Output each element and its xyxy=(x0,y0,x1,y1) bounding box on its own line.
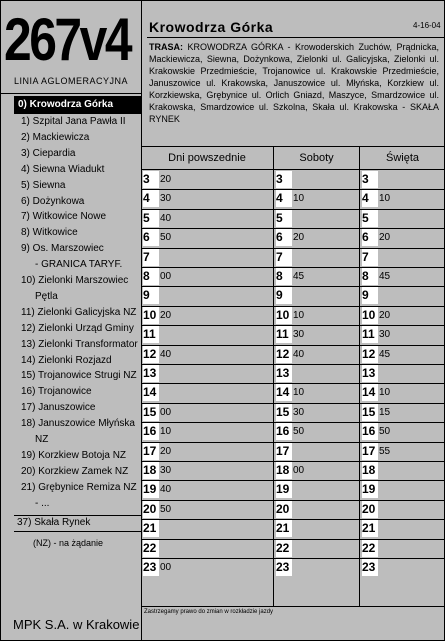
hour-cell: 8 xyxy=(362,268,378,285)
hour-cell: 4 xyxy=(362,190,378,207)
row-divider xyxy=(141,442,445,443)
minute-cell: 40 xyxy=(160,212,172,224)
stop-item: 21) Grębynice Remiza NZ xyxy=(21,481,137,493)
hour-cell: 9 xyxy=(276,287,292,304)
route-text: KROWODRZA GÓRKA - Krowoderskich Zuchów, Prądnicka, Mackiewicza, Siewna, Dożynkowa, Zielonki ul. Galicyjska, Zielonki ul. Krakowskie Przedmieście, Trojanowice ul. Krakowskie Przedmieście, Januszowice ul. Krakowska, Januszowice ul. Młyńska, Korzkiew ul. Korzkiewska, Grębynice ul. Orlich Gniazd, Maszyce, Smardzowice ul. Krakowska, Smardzowice ul. Szkolna, Skała ul. Krakowska - SKAŁA RYNEK xyxy=(149,42,439,124)
stop-item: - ... xyxy=(35,497,50,509)
stop-item: 9) Os. Marszowiec xyxy=(21,243,104,255)
minute-cell: 50 xyxy=(160,503,172,515)
row-divider xyxy=(141,248,445,249)
hour-cell: 3 xyxy=(276,171,292,188)
stop-item: 5) Siewna xyxy=(21,179,66,191)
minute-cell: 00 xyxy=(160,271,172,282)
minute-cell: 10 xyxy=(379,387,391,399)
divider xyxy=(14,531,141,532)
stop-item: 13) Zielonki Transformator xyxy=(21,338,138,350)
hour-cell: 7 xyxy=(143,249,159,266)
minute-cell: 20 xyxy=(160,445,172,457)
header-holiday: Święta xyxy=(385,152,420,164)
hour-cell: 23 xyxy=(143,559,159,576)
minute-cell: 20 xyxy=(379,309,391,321)
hour-cell: 3 xyxy=(362,171,378,188)
hour-cell: 13 xyxy=(276,365,292,382)
stop-item: 12) Zielonki Urząd Gminy xyxy=(21,322,134,334)
operator-name: MPK S.A. w Krakowie xyxy=(13,617,140,632)
row-divider xyxy=(141,403,445,404)
minute-cell: 30 xyxy=(160,193,172,205)
row-divider xyxy=(141,539,445,540)
stop-item: 17) Januszowice xyxy=(21,402,96,414)
column-divider xyxy=(359,146,360,606)
hour-cell: 14 xyxy=(276,384,292,401)
hour-cell: 14 xyxy=(362,384,378,401)
hour-cell: 19 xyxy=(362,481,378,498)
hour-cell: 7 xyxy=(362,249,378,266)
hour-cell: 12 xyxy=(276,346,292,363)
row-divider xyxy=(141,383,445,384)
route-description xyxy=(149,41,439,125)
minute-cell: 50 xyxy=(160,232,172,244)
hour-cell: 9 xyxy=(143,287,159,304)
divider xyxy=(141,169,445,170)
hour-cell: 15 xyxy=(143,404,159,421)
hour-cell: 22 xyxy=(276,540,292,557)
hour-cell: 6 xyxy=(362,229,378,246)
hour-cell: 11 xyxy=(143,326,159,343)
header-weekday: Dni powszednie xyxy=(168,152,246,164)
minute-cell: 50 xyxy=(293,426,305,438)
row-divider xyxy=(141,325,445,326)
hour-cell: 20 xyxy=(362,501,378,518)
stop-item: 11) Zielonki Galicyjska NZ xyxy=(21,306,137,318)
route-label: TRASA: xyxy=(149,42,183,52)
hour-cell: 18 xyxy=(362,462,378,479)
line-type-label: LINIA AGLOMERACYJNA xyxy=(13,76,129,86)
minute-cell: 10 xyxy=(293,309,305,321)
minute-cell: 40 xyxy=(293,348,305,360)
stop-item: 16) Trojanowice xyxy=(21,386,92,398)
row-divider xyxy=(141,422,445,423)
hour-cell: 20 xyxy=(276,501,292,518)
minute-cell: 10 xyxy=(379,193,391,205)
current-stop: 0) Krowodrza Górka xyxy=(14,96,141,114)
minute-cell: 15 xyxy=(379,406,391,418)
row-divider xyxy=(141,480,445,481)
divider xyxy=(141,606,445,607)
hour-cell: 13 xyxy=(362,365,378,382)
minute-cell: 00 xyxy=(160,562,172,573)
hour-cell: 13 xyxy=(143,365,159,382)
hour-cell: 11 xyxy=(276,326,292,343)
stop-item: 14) Zielonki Rozjazd xyxy=(21,354,112,366)
minute-cell: 30 xyxy=(160,465,172,476)
hour-cell: 16 xyxy=(143,423,159,440)
line-number: 267v4 xyxy=(4,6,131,73)
hour-cell: 10 xyxy=(362,307,378,324)
hour-cell: 10 xyxy=(276,307,292,324)
hour-cell: 18 xyxy=(276,462,292,479)
stops-panel xyxy=(1,1,142,640)
footer-note: Zastrzegamy prawo do zmian w rozkładzie jazdy xyxy=(144,609,274,615)
minute-cell: 50 xyxy=(379,426,391,438)
stop-item: 4) Siewna Wiadukt xyxy=(21,163,105,175)
hour-cell: 6 xyxy=(143,229,159,246)
hour-cell: 23 xyxy=(362,559,378,576)
minute-cell: 20 xyxy=(160,174,172,185)
hour-cell: 22 xyxy=(143,540,159,557)
divider xyxy=(1,93,141,94)
hour-cell: 3 xyxy=(143,171,159,188)
hour-cell: 17 xyxy=(362,443,378,460)
row-divider xyxy=(141,558,445,559)
hour-cell: 14 xyxy=(143,384,159,401)
hour-cell: 17 xyxy=(276,443,292,460)
row-divider xyxy=(141,345,445,346)
hour-cell: 19 xyxy=(276,481,292,498)
hour-cell: 21 xyxy=(362,520,378,537)
row-divider xyxy=(141,461,445,462)
stop-item: 6) Dożynkowa xyxy=(21,195,85,207)
hour-cell: 8 xyxy=(143,268,159,285)
minute-cell: 30 xyxy=(379,329,391,341)
hour-cell: 12 xyxy=(143,346,159,363)
minute-cell: 10 xyxy=(160,426,172,438)
minute-cell: 00 xyxy=(293,465,305,476)
hour-cell: 23 xyxy=(276,559,292,576)
hour-cell: 15 xyxy=(362,404,378,421)
hour-cell: 20 xyxy=(143,501,159,518)
minute-cell: 30 xyxy=(293,406,305,418)
minute-cell: 55 xyxy=(379,445,391,457)
stop-item: 7) Witkowice Nowe xyxy=(21,211,107,223)
row-divider xyxy=(141,306,445,307)
hour-cell: 5 xyxy=(362,210,378,227)
divider xyxy=(147,37,444,38)
minute-cell: 10 xyxy=(293,193,305,205)
column-divider xyxy=(273,146,274,606)
row-divider xyxy=(141,228,445,229)
row-divider xyxy=(141,286,445,287)
stop-item: 10) Zielonki Marszowiec xyxy=(21,275,129,286)
stop-item: - GRANICA TARYF. xyxy=(35,259,123,271)
minute-cell: 40 xyxy=(160,348,172,360)
hour-cell: 4 xyxy=(143,190,159,207)
minute-cell: 45 xyxy=(379,348,391,360)
hour-cell: 19 xyxy=(143,481,159,498)
minute-cell: 00 xyxy=(160,406,172,418)
stop-item: Pętla xyxy=(35,290,58,302)
hour-cell: 4 xyxy=(276,190,292,207)
on-demand-note: (NZ) - na żądanie xyxy=(33,538,104,548)
hour-cell: 10 xyxy=(143,307,159,324)
stop-item: 20) Korzkiew Zamek NZ xyxy=(21,465,129,477)
row-divider xyxy=(141,500,445,501)
minute-cell: 30 xyxy=(293,329,305,341)
hour-cell: 17 xyxy=(143,443,159,460)
stop-item: 2) Mackiewicza xyxy=(21,131,90,143)
hour-cell: 21 xyxy=(276,520,292,537)
hour-cell: 5 xyxy=(276,210,292,227)
hour-cell: 8 xyxy=(276,268,292,285)
hour-cell: 6 xyxy=(276,229,292,246)
hour-cell: 15 xyxy=(276,404,292,421)
stop-item: 8) Witkowice xyxy=(21,227,78,239)
hour-cell: 16 xyxy=(276,423,292,440)
stop-item: 3) Ciepardia xyxy=(21,147,76,159)
header-saturday: Soboty xyxy=(299,152,334,164)
stop-item: 15) Trojanowice Strugi NZ xyxy=(21,370,137,382)
last-stop: 37) Skała Rynek xyxy=(17,517,91,528)
hour-cell: 11 xyxy=(362,326,378,343)
stop-item: NZ xyxy=(35,434,49,445)
minute-cell: 45 xyxy=(379,271,391,282)
hour-cell: 5 xyxy=(143,210,159,227)
hour-cell: 7 xyxy=(276,249,292,266)
page-title: Krowodrza Górka xyxy=(149,19,274,35)
hour-cell: 21 xyxy=(143,520,159,537)
stop-item: 1) Szpital Jana Pawła II xyxy=(21,116,126,127)
minute-cell: 40 xyxy=(160,484,172,496)
row-divider xyxy=(141,189,445,190)
minute-cell: 45 xyxy=(293,271,305,282)
stop-item: 18) Januszowice Młyńska xyxy=(21,418,135,430)
stop-item: 19) Korzkiew Botoja NZ xyxy=(21,449,127,461)
hour-cell: 12 xyxy=(362,346,378,363)
hour-cell: 9 xyxy=(362,287,378,304)
minute-cell: 20 xyxy=(293,232,305,244)
hour-cell: 16 xyxy=(362,423,378,440)
hour-cell: 22 xyxy=(362,540,378,557)
minute-cell: 20 xyxy=(379,232,391,244)
minute-cell: 10 xyxy=(293,387,305,399)
row-divider xyxy=(141,519,445,520)
row-divider xyxy=(141,267,445,268)
row-divider xyxy=(141,209,445,210)
minute-cell: 20 xyxy=(160,309,172,321)
row-divider xyxy=(141,364,445,365)
hour-cell: 18 xyxy=(143,462,159,479)
date-label: 4-16-04 xyxy=(413,21,441,30)
